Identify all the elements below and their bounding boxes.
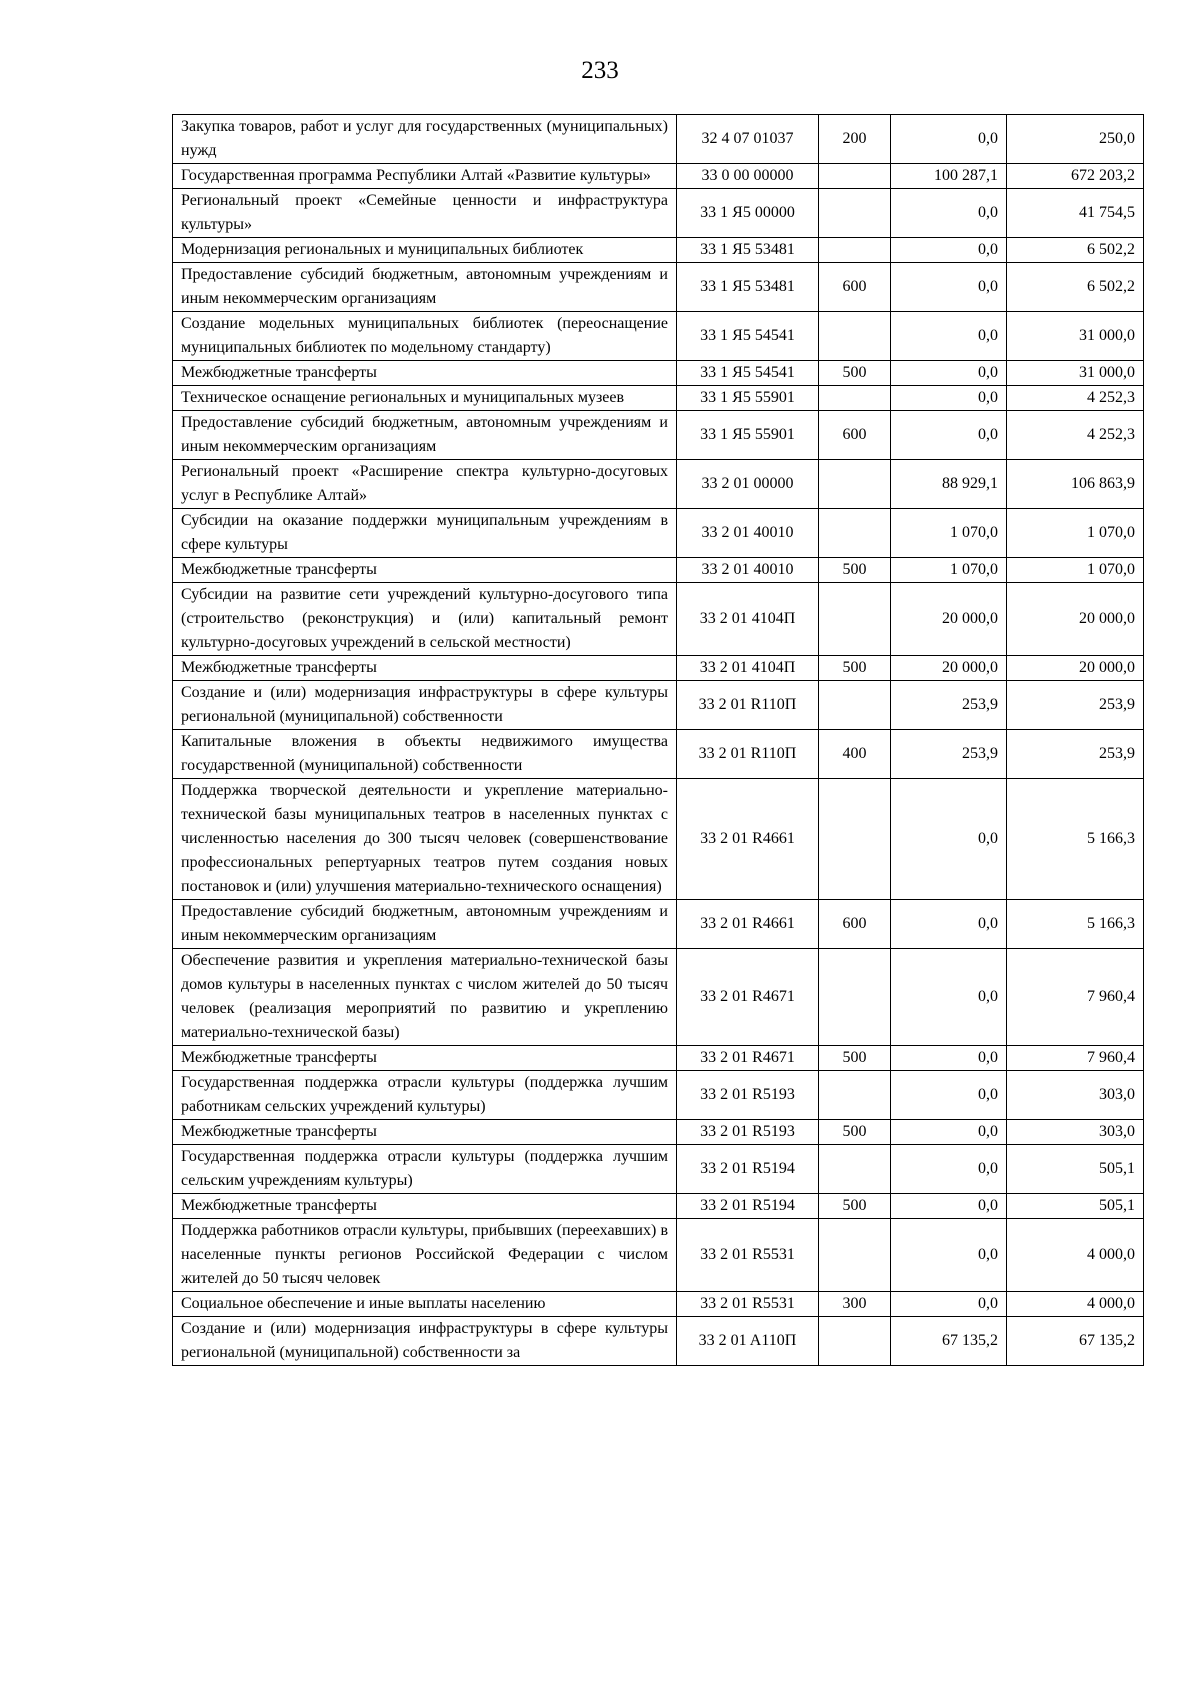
row-name-cell: Межбюджетные трансферты (173, 558, 677, 583)
row-amount-2-cell: 672 203,2 (1007, 164, 1144, 189)
row-amount-2-cell: 303,0 (1007, 1071, 1144, 1120)
row-name-cell: Межбюджетные трансферты (173, 656, 677, 681)
row-code-cell: 33 2 01 R110П (677, 730, 819, 779)
budget-table (172, 114, 1144, 1366)
table-row (173, 509, 1144, 558)
row-code-cell: 33 2 01 R4671 (677, 1046, 819, 1071)
row-expense-type-cell: 500 (819, 558, 891, 583)
row-code-cell: 33 2 01 R110П (677, 681, 819, 730)
row-code-cell: 33 2 01 R4661 (677, 900, 819, 949)
row-amount-1-cell: 1 070,0 (891, 509, 1007, 558)
row-expense-type-cell: 500 (819, 1194, 891, 1219)
row-code-cell: 33 2 01 A110П (677, 1317, 819, 1366)
row-amount-2-cell: 253,9 (1007, 681, 1144, 730)
table-row (173, 361, 1144, 386)
row-amount-1-cell: 0,0 (891, 1219, 1007, 1292)
row-code-cell: 33 1 Я5 54541 (677, 361, 819, 386)
row-expense-type-cell (819, 460, 891, 509)
row-amount-1-cell: 0,0 (891, 1071, 1007, 1120)
table-row (173, 164, 1144, 189)
table-row (173, 1046, 1144, 1071)
row-expense-type-cell: 600 (819, 900, 891, 949)
row-name-cell: Региональный проект «Расширение спектра культурно-досуговых услуг в Республике Алтай» (173, 460, 677, 509)
row-expense-type-cell (819, 681, 891, 730)
row-code-cell: 33 2 01 R5531 (677, 1292, 819, 1317)
row-amount-1-cell: 0,0 (891, 263, 1007, 312)
row-amount-1-cell: 0,0 (891, 361, 1007, 386)
table-row (173, 1292, 1144, 1317)
row-code-cell: 33 2 01 40010 (677, 509, 819, 558)
row-amount-2-cell: 6 502,2 (1007, 263, 1144, 312)
row-name-cell: Государственная программа Республики Алтай «Развитие культуры» (173, 164, 677, 189)
table-row (173, 583, 1144, 656)
row-code-cell: 33 2 01 R4661 (677, 779, 819, 900)
row-amount-1-cell: 0,0 (891, 779, 1007, 900)
row-expense-type-cell (819, 1219, 891, 1292)
row-code-cell: 33 2 01 R5193 (677, 1071, 819, 1120)
row-name-cell: Межбюджетные трансферты (173, 361, 677, 386)
row-code-cell: 33 1 Я5 55901 (677, 386, 819, 411)
row-amount-2-cell: 505,1 (1007, 1145, 1144, 1194)
row-code-cell: 33 2 01 00000 (677, 460, 819, 509)
row-amount-2-cell: 7 960,4 (1007, 1046, 1144, 1071)
row-amount-2-cell: 106 863,9 (1007, 460, 1144, 509)
row-name-cell: Создание и (или) модернизация инфраструктуры в сфере культуры региональной (муниципальной) собственности за (173, 1317, 677, 1366)
row-expense-type-cell (819, 386, 891, 411)
table-row (173, 312, 1144, 361)
row-amount-1-cell: 0,0 (891, 238, 1007, 263)
table-row (173, 1194, 1144, 1219)
row-expense-type-cell (819, 1071, 891, 1120)
table-row (173, 730, 1144, 779)
table-row (173, 1317, 1144, 1366)
table-row (173, 949, 1144, 1046)
table-row (173, 115, 1144, 164)
row-amount-2-cell: 505,1 (1007, 1194, 1144, 1219)
row-expense-type-cell: 200 (819, 115, 891, 164)
row-name-cell: Государственная поддержка отрасли культуры (поддержка лучшим работникам сельских учреждений культуры) (173, 1071, 677, 1120)
row-expense-type-cell: 300 (819, 1292, 891, 1317)
row-name-cell: Межбюджетные трансферты (173, 1120, 677, 1145)
row-code-cell: 33 1 Я5 53481 (677, 263, 819, 312)
row-amount-1-cell: 0,0 (891, 949, 1007, 1046)
row-amount-2-cell: 20 000,0 (1007, 656, 1144, 681)
row-name-cell: Обеспечение развития и укрепления материально-технической базы домов культуры в населенных пунктах с числом жителей до 50 тысяч человек (реализация мероприятий по развитию и укреплению материально-технической базы) (173, 949, 677, 1046)
row-amount-1-cell: 0,0 (891, 1292, 1007, 1317)
row-code-cell: 33 1 Я5 54541 (677, 312, 819, 361)
row-code-cell: 33 1 Я5 55901 (677, 411, 819, 460)
row-amount-2-cell: 4 000,0 (1007, 1219, 1144, 1292)
row-amount-2-cell: 20 000,0 (1007, 583, 1144, 656)
row-amount-1-cell: 1 070,0 (891, 558, 1007, 583)
budget-table-body (173, 115, 1144, 1366)
row-name-cell: Региональный проект «Семейные ценности и инфраструктура культуры» (173, 189, 677, 238)
row-name-cell: Субсидии на развитие сети учреждений культурно-досугового типа (строительство (реконструкция) и (или) капитальный ремонт культурно-досуговых учреждений в сельской местности) (173, 583, 677, 656)
row-expense-type-cell: 500 (819, 361, 891, 386)
row-code-cell: 33 2 01 R5194 (677, 1194, 819, 1219)
row-expense-type-cell: 600 (819, 263, 891, 312)
row-code-cell: 33 2 01 R5194 (677, 1145, 819, 1194)
row-amount-1-cell: 0,0 (891, 189, 1007, 238)
row-expense-type-cell (819, 164, 891, 189)
table-row (173, 558, 1144, 583)
row-name-cell: Предоставление субсидий бюджетным, автономным учреждениям и иным некоммерческим организациям (173, 900, 677, 949)
row-name-cell: Создание модельных муниципальных библиотек (переоснащение муниципальных библиотек по модельному стандарту) (173, 312, 677, 361)
row-amount-2-cell: 5 166,3 (1007, 779, 1144, 900)
table-row (173, 681, 1144, 730)
row-amount-2-cell: 250,0 (1007, 115, 1144, 164)
row-amount-1-cell: 0,0 (891, 312, 1007, 361)
table-row (173, 386, 1144, 411)
row-amount-1-cell: 253,9 (891, 681, 1007, 730)
row-name-cell: Закупка товаров, работ и услуг для государственных (муниципальных) нужд (173, 115, 677, 164)
row-name-cell: Предоставление субсидий бюджетным, автономным учреждениям и иным некоммерческим организациям (173, 411, 677, 460)
table-row (173, 189, 1144, 238)
row-code-cell: 33 0 00 00000 (677, 164, 819, 189)
row-expense-type-cell (819, 189, 891, 238)
row-code-cell: 33 2 01 R5531 (677, 1219, 819, 1292)
table-row (173, 460, 1144, 509)
row-expense-type-cell: 500 (819, 1120, 891, 1145)
row-amount-2-cell: 1 070,0 (1007, 558, 1144, 583)
row-expense-type-cell (819, 583, 891, 656)
row-expense-type-cell (819, 1145, 891, 1194)
table-row (173, 238, 1144, 263)
row-expense-type-cell: 500 (819, 1046, 891, 1071)
row-amount-1-cell: 0,0 (891, 1046, 1007, 1071)
row-expense-type-cell (819, 509, 891, 558)
row-amount-2-cell: 1 070,0 (1007, 509, 1144, 558)
row-code-cell: 33 1 Я5 00000 (677, 189, 819, 238)
row-name-cell: Межбюджетные трансферты (173, 1046, 677, 1071)
row-expense-type-cell: 400 (819, 730, 891, 779)
row-name-cell: Техническое оснащение региональных и муниципальных музеев (173, 386, 677, 411)
row-amount-1-cell: 0,0 (891, 1194, 1007, 1219)
row-name-cell: Предоставление субсидий бюджетным, автономным учреждениям и иным некоммерческим организациям (173, 263, 677, 312)
row-amount-1-cell: 88 929,1 (891, 460, 1007, 509)
row-name-cell: Социальное обеспечение и иные выплаты населению (173, 1292, 677, 1317)
table-row (173, 263, 1144, 312)
row-amount-2-cell: 253,9 (1007, 730, 1144, 779)
row-name-cell: Создание и (или) модернизация инфраструктуры в сфере культуры региональной (муниципальной) собственности (173, 681, 677, 730)
row-expense-type-cell (819, 312, 891, 361)
row-amount-1-cell: 20 000,0 (891, 583, 1007, 656)
row-amount-2-cell: 4 000,0 (1007, 1292, 1144, 1317)
row-amount-2-cell: 41 754,5 (1007, 189, 1144, 238)
row-name-cell: Капитальные вложения в объекты недвижимого имущества государственной (муниципальной) собственности (173, 730, 677, 779)
row-expense-type-cell (819, 1317, 891, 1366)
row-code-cell: 33 2 01 40010 (677, 558, 819, 583)
table-row (173, 1219, 1144, 1292)
row-code-cell: 33 2 01 R4671 (677, 949, 819, 1046)
row-amount-1-cell: 0,0 (891, 411, 1007, 460)
row-name-cell: Государственная поддержка отрасли культуры (поддержка лучшим сельским учреждениям культуры) (173, 1145, 677, 1194)
row-amount-1-cell: 253,9 (891, 730, 1007, 779)
row-name-cell: Модернизация региональных и муниципальных библиотек (173, 238, 677, 263)
row-amount-2-cell: 67 135,2 (1007, 1317, 1144, 1366)
row-amount-1-cell: 0,0 (891, 900, 1007, 949)
table-row (173, 656, 1144, 681)
row-amount-2-cell: 31 000,0 (1007, 312, 1144, 361)
row-amount-2-cell: 5 166,3 (1007, 900, 1144, 949)
row-amount-2-cell: 7 960,4 (1007, 949, 1144, 1046)
row-amount-1-cell: 0,0 (891, 1145, 1007, 1194)
row-expense-type-cell (819, 949, 891, 1046)
table-row (173, 1145, 1144, 1194)
table-row (173, 900, 1144, 949)
row-name-cell: Поддержка работников отрасли культуры, прибывших (переехавших) в населенные пункты регионов Российской Федерации с числом жителей до 50 тысяч человек (173, 1219, 677, 1292)
row-name-cell: Межбюджетные трансферты (173, 1194, 677, 1219)
table-row (173, 779, 1144, 900)
row-amount-2-cell: 4 252,3 (1007, 386, 1144, 411)
row-expense-type-cell (819, 779, 891, 900)
row-name-cell: Поддержка творческой деятельности и укрепление материально-технической базы муниципальных театров в населенных пунктах с численностью населения до 300 тысяч человек (совершенствование профессиональных репертуарных театров путем создания новых постановок и (или) улучшения материально-технического оснащения) (173, 779, 677, 900)
row-amount-2-cell: 4 252,3 (1007, 411, 1144, 460)
row-code-cell: 33 1 Я5 53481 (677, 238, 819, 263)
row-expense-type-cell: 600 (819, 411, 891, 460)
row-code-cell: 33 2 01 4104П (677, 583, 819, 656)
row-amount-1-cell: 0,0 (891, 386, 1007, 411)
row-code-cell: 33 2 01 R5193 (677, 1120, 819, 1145)
row-code-cell: 33 2 01 4104П (677, 656, 819, 681)
row-name-cell: Субсидии на оказание поддержки муниципальным учреждениям в сфере культуры (173, 509, 677, 558)
row-expense-type-cell (819, 238, 891, 263)
row-amount-1-cell: 100 287,1 (891, 164, 1007, 189)
row-amount-1-cell: 0,0 (891, 115, 1007, 164)
row-amount-2-cell: 31 000,0 (1007, 361, 1144, 386)
table-row (173, 1071, 1144, 1120)
row-code-cell: 32 4 07 01037 (677, 115, 819, 164)
row-amount-1-cell: 0,0 (891, 1120, 1007, 1145)
row-amount-1-cell: 20 000,0 (891, 656, 1007, 681)
row-amount-1-cell: 67 135,2 (891, 1317, 1007, 1366)
table-row (173, 1120, 1144, 1145)
row-amount-2-cell: 6 502,2 (1007, 238, 1144, 263)
row-expense-type-cell: 500 (819, 656, 891, 681)
row-amount-2-cell: 303,0 (1007, 1120, 1144, 1145)
table-row (173, 411, 1144, 460)
page-number: 233 (581, 57, 619, 84)
